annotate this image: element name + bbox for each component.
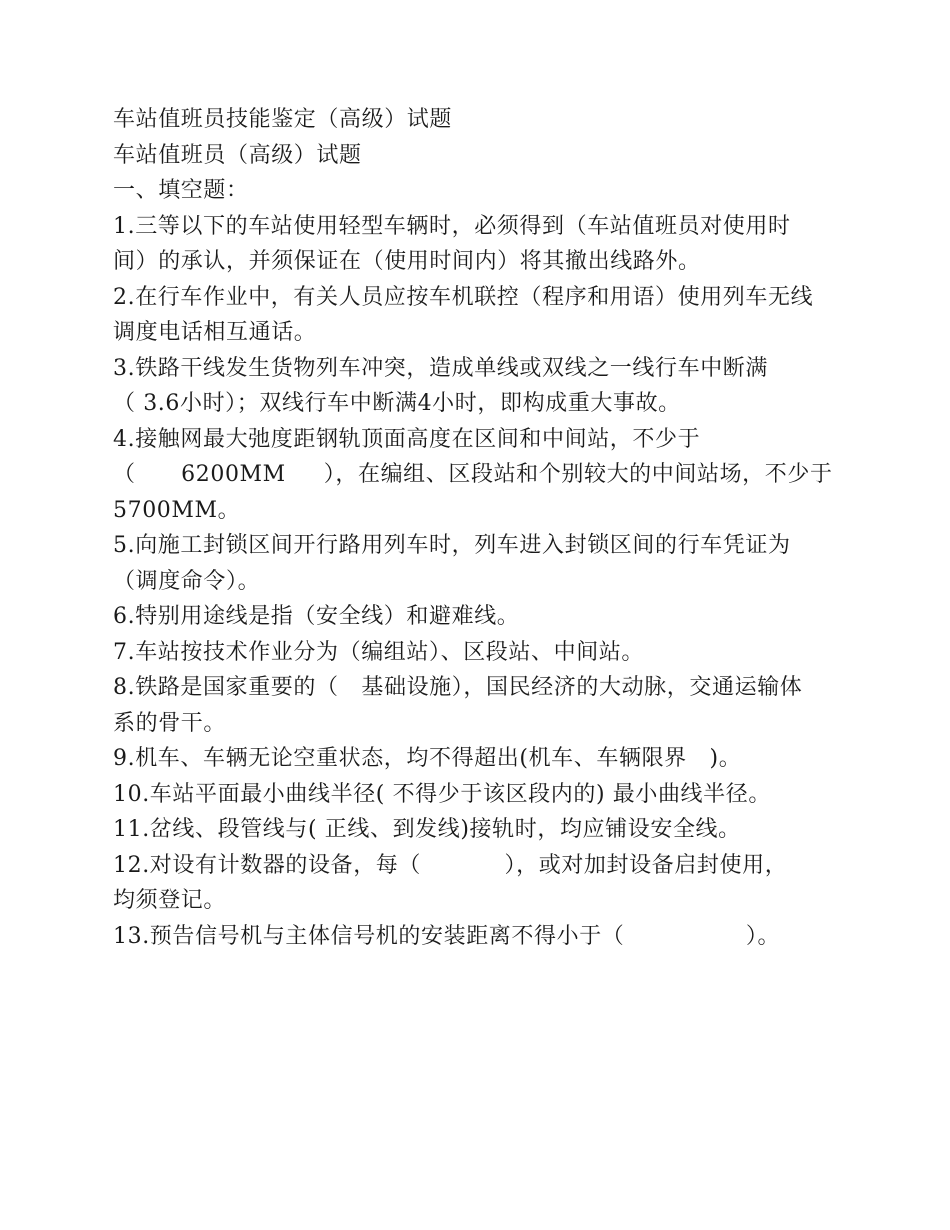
question-line: （调度命令）。 bbox=[113, 568, 261, 594]
question-line: 间）的承认，并须保证在（使用时间内）将其撤出线路外。 bbox=[113, 249, 701, 274]
section-heading: 一、填空题： bbox=[113, 178, 249, 203]
question-line: 3.铁路干线发生货物列车冲突，造成单线或双线之一线行车中断满 bbox=[113, 355, 768, 381]
document-subtitle: 车站值班员（高级）试题 bbox=[113, 142, 362, 168]
question-line: 11.岔线、段管线与( 正线、到发线)接轨时，均应铺设安全线。 bbox=[113, 817, 741, 842]
question-line: 2.在行车作业中，有关人员应按车机联控（程序和用语）使用列车无线 bbox=[113, 284, 814, 310]
question-line: （ 6200MM ），在编组、区段站和个别较大的中间站场，不少于 bbox=[113, 462, 833, 487]
question-line: 8.铁路是国家重要的（ 基础设施），国民经济的大动脉，交通运输体 bbox=[113, 675, 803, 700]
question-line: 均须登记。 bbox=[113, 888, 227, 913]
question-line: 4.接触网最大弛度距钢轨顶面高度在区间和中间站，不少于 bbox=[113, 426, 701, 452]
question-line: 9.机车、车辆无论空重状态，均不得超出(机车、车辆限界 )。 bbox=[113, 746, 742, 771]
question-line: 7.车站按技术作业分为（编组站）、区段站、中间站。 bbox=[113, 639, 644, 665]
document-page bbox=[113, 102, 858, 954]
question-line: 调度电话相互通话。 bbox=[113, 320, 317, 345]
question-line: 12.对设有计数器的设备，每（ ），或对加封设备启封使用， bbox=[113, 852, 788, 878]
question-line: （ 3.6小时）；双线行车中断满4小时，即构成重大事故。 bbox=[113, 391, 681, 416]
question-line: 系的骨干。 bbox=[113, 710, 227, 736]
question-line: 1.三等以下的车站使用轻型车辆时，必须得到（车站值班员对使用时 bbox=[113, 213, 791, 239]
question-line: 6.特别用途线是指（安全线）和避难线。 bbox=[113, 604, 520, 629]
question-line: 13.预告信号机与主体信号机的安装距离不得小于（ ）。 bbox=[113, 923, 781, 949]
question-line: 5.向施工封锁区间开行路用列车时，列车进入封锁区间的行车凭证为 bbox=[113, 533, 791, 558]
question-line: 5700MM。 bbox=[113, 497, 241, 523]
document-title: 车站值班员技能鉴定（高级）试题 bbox=[113, 107, 453, 132]
question-line: 10.车站平面最小曲线半径( 不得少于该区段内的) 最小曲线半径。 bbox=[113, 781, 771, 807]
